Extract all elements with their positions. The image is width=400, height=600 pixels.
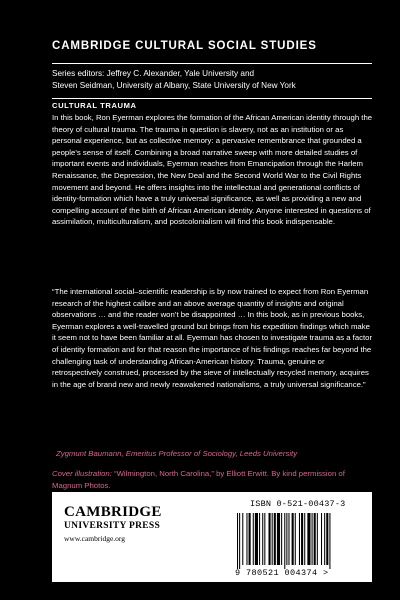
- barcode-bar: [292, 513, 294, 565]
- barcode-bar: [295, 513, 296, 565]
- publisher-panel: [52, 492, 372, 582]
- barcode-bar: [284, 513, 285, 569]
- barcode-bar: [317, 513, 318, 565]
- review-attribution: Zygmunt Baumann, Emeritus Professor of Sociology, Leeds University: [56, 449, 298, 458]
- barcode-bar: [281, 513, 282, 565]
- cover-credit: [52, 468, 374, 491]
- barcode-bar: [307, 513, 310, 565]
- book-description: In this book, Ron Eyerman explores the formation of the African American identity through the theory of cultural trauma. The trauma in question is slavery, not as an institution or as personal experience, but as collective memory: a pervasive remembrance that grounded a people’s sense of itself. Combining a broad narrative sweep with more detailed studies of important events and individuals, Eyerman reaches from Emancipation through the Harlem Renaissance, the Depression, the New Deal and the Second World War to the Civil Rights movement and beyond. He offers insights into the intellectual and generational conflicts of identity-formation which have a truly universal significance, as well as providing a new and compelling account of the birth of African American identity. Anyone interested in questions of assimilation, multiculturalism, and postcolonialism will find this book indispensable.: [52, 113, 373, 227]
- barcode-bar: [246, 513, 247, 565]
- barcode-bar: [288, 513, 289, 565]
- barcode-bar: [242, 513, 243, 565]
- isbn-label: ISBN 0-521-00437-3: [250, 499, 346, 509]
- series-editors: [52, 68, 372, 92]
- barcode-icon: [237, 513, 363, 569]
- series-editors-line-1: Series editors: Jeffrey C. Alexander, Yale University and: [52, 69, 255, 78]
- barcode-bar: [326, 513, 328, 565]
- barcode-bar: [262, 513, 263, 565]
- publisher-url[interactable]: www.cambridge.org: [64, 534, 126, 543]
- publisher-logo-press: UNIVERSITY PRESS: [64, 521, 161, 531]
- barcode-bar: [324, 513, 325, 565]
- barcode-bar: [264, 513, 265, 565]
- barcode-bar: [301, 513, 303, 565]
- divider-top: [52, 63, 372, 64]
- book-title: CULTURAL TRAUMA: [52, 101, 137, 110]
- review-quote: “The international social–scientific readership is by now trained to expect from Ron Eyerman research of the highest calibre and an above average quantity of insights and original observations … and the reader won’t be disappointed … In this book, as in previous books, Eyerman explores a well-travelled ground but brings from his expedition findings which make it seem not to have been familiar at all. Eyerman has chosen to investigate trauma as a factor of identity formation and for that reason the importance of his findings reaches far beyond the challenging task of understanding African-American history. Trauma, genuine or retrospectively construed, processed by the sieve of intellectually recycled memory, acquires in the age of brand new and newly reawakened nationalisms, a truly universal significance.”: [52, 287, 373, 389]
- barcode-bar: [237, 513, 238, 569]
- barcode-bar: [249, 513, 251, 565]
- series-editors-line-2: Steven Seidman, University at Albany, State University of New York: [52, 81, 296, 90]
- barcode-bar: [286, 513, 287, 565]
- series-title: CAMBRIDGE CULTURAL SOCIAL STUDIES: [52, 40, 317, 52]
- barcode-bar: [299, 513, 300, 565]
- barcode-bar: [272, 513, 273, 565]
- barcode-bar: [321, 513, 322, 565]
- barcode-bar: [304, 513, 305, 565]
- barcode-bar: [274, 513, 276, 565]
- cover-credit-lead: Cover illustration:: [52, 469, 112, 478]
- publisher-logo-name: CAMBRIDGE: [64, 504, 162, 520]
- barcode-bar: [314, 513, 316, 565]
- barcode-number: 9 780521 004374 >: [235, 568, 329, 578]
- barcode-bar: [259, 513, 260, 565]
- barcode-bar: [253, 513, 254, 565]
- cover-credit-text: “Wilmington, North Carolina,” by Elliott Erwitt. By kind permission of Magnum Photos.: [52, 469, 345, 490]
- barcode-bar: [329, 513, 330, 569]
- divider-bottom: [52, 98, 372, 99]
- barcode-bar: [269, 513, 271, 565]
- barcode-bar: [255, 513, 258, 565]
- barcode-bar: [277, 513, 280, 565]
- barcode-bar: [312, 513, 313, 565]
- barcode-bar: [239, 513, 240, 569]
